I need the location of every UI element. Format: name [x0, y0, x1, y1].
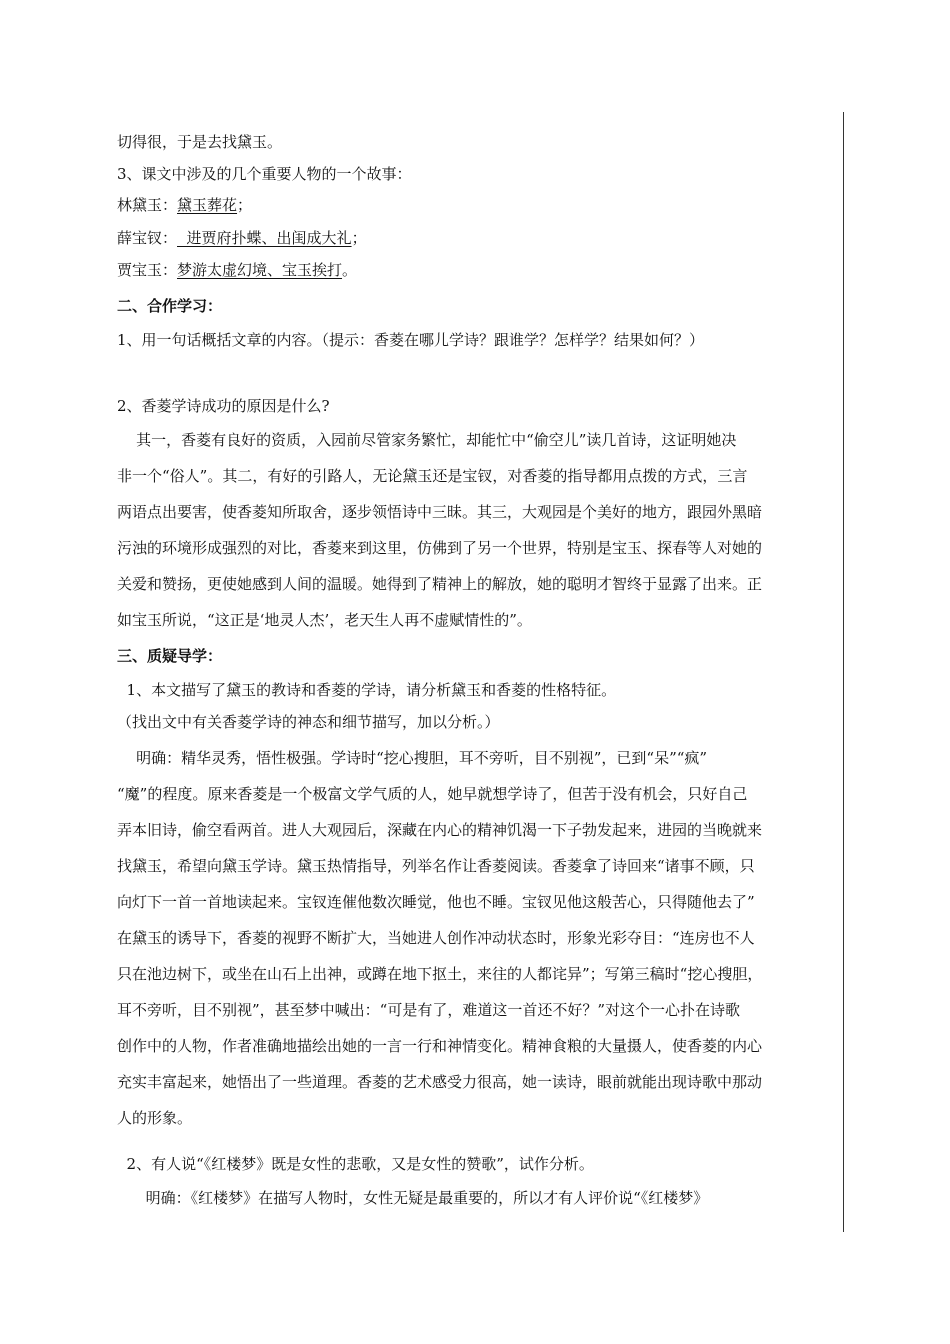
- text-line: 充实丰富起来，她悟出了一些道理。香菱的艺术感受力很高，她一读诗，眼前就能出现诗歌中那动: [117, 1073, 763, 1091]
- text-line: 1、用一句话概括文章的内容。（提示：香菱在哪儿学诗？跟谁学？怎样学？结果如何？）: [117, 331, 705, 349]
- section-heading: 三、质疑导学：: [117, 647, 223, 665]
- story-title: 梦游太虚幻境、宝玉挨打: [177, 261, 343, 279]
- text-line: 非一个“俗人”。其二，有好的引路人，无论黛玉还是宝钗，对香菱的指导都用点拨的方式，三言: [117, 467, 748, 485]
- character-label: 薛宝钗：: [117, 229, 178, 247]
- punct: ；: [237, 196, 253, 214]
- text-line: 切得很，于是去找黛玉。: [117, 133, 283, 151]
- text-line: 向灯下一首一首地读起来。宝钗连催他数次睡觉，他也不睡。宝钗见他这般苦心，只得随他去了”: [117, 893, 755, 911]
- character-story-xue: [117, 228, 837, 248]
- character-story-jia: [117, 260, 837, 280]
- text-line: 关爱和赞扬，更使她感到人间的温暖。她得到了精神上的解放，她的聪明才智终于显露了出来。正: [117, 575, 763, 593]
- story-title: 黛玉葬花: [177, 196, 238, 214]
- text-line: 弄本旧诗，偷空看两首。进人大观园后，深藏在内心的精神饥渴一下子勃发起来，进园的当晚就来: [117, 821, 763, 839]
- character-label: 贾宝玉：: [117, 261, 178, 279]
- text-line: 两语点出要害，使香菱知所取舍，逐步领悟诗中三昧。其三，大观园是个美好的地方，跟园外黑暗: [117, 503, 763, 521]
- section-heading: 二、合作学习：: [117, 297, 223, 315]
- text-line: 只在池边树下，或坐在山石上出神，或蹲在地下抠土，来往的人都诧异”；写第三稿时“挖心搜胆，: [117, 965, 763, 983]
- text-line: 1、本文描写了黛玉的教诗和香菱的学诗，请分析黛玉和香菱的性格特征。: [117, 681, 617, 699]
- character-story-lin: [117, 195, 837, 215]
- punct: 。: [342, 261, 358, 279]
- text-line: 明确：精华灵秀，悟性极强。学诗时“挖心搜胆，耳不旁听，目不别视”，已到“呆”“疯”: [117, 749, 708, 767]
- character-label: 林黛玉：: [117, 196, 178, 214]
- text-line: 耳不旁听，目不别视”，甚至梦中喊出：“可是有了，难道这一首还不好？”对这个一心扑在诗歌: [117, 1001, 741, 1019]
- story-title: 进贾府扑蝶、出闺成大礼: [177, 229, 352, 247]
- text-line: 明确：《红楼梦》在描写人物时，女性无疑是最重要的，所以才有人评价说“《红楼梦》: [117, 1189, 709, 1207]
- text-line: 在黛玉的诱导下，香菱的视野不断扩大，当她进人创作冲动状态时，形象光彩夺目：“连房也不人: [117, 929, 755, 947]
- text-line: 3、课文中涉及的几个重要人物的一个故事：: [117, 165, 412, 183]
- text-line: 污浊的环境形成强烈的对比，香菱来到这里，仿佛到了另一个世界，特别是宝玉、探春等人对她的: [117, 539, 763, 557]
- margin-rule: [843, 112, 844, 1232]
- punct: ；: [351, 229, 367, 247]
- text-line: 人的形象。: [117, 1109, 193, 1127]
- text-line: 2、香菱学诗成功的原因是什么?: [117, 397, 330, 415]
- text-line: 2、有人说“《红楼梦》既是女性的悲歌，又是女性的赞歌”，试作分析。: [117, 1155, 594, 1173]
- text-line: 其一，香菱有良好的资质，入园前尽管家务繁忙，却能忙中“偷空儿”读几首诗，这证明她决: [117, 431, 737, 449]
- text-line: 创作中的人物，作者准确地描绘出她的一言一行和神情变化。精神食粮的大量摄人，使香菱的内心: [117, 1037, 763, 1055]
- text-line: “魔”的程度。原来香菱是一个极富文学气质的人，她早就想学诗了，但苦于没有机会，只好自己: [117, 785, 748, 803]
- text-line: 如宝玉所说，“这正是‘地灵人杰’，老天生人再不虚赋情性的”。: [117, 611, 532, 629]
- text-line: （找出文中有关香菱学诗的神态和细节描写，加以分析。）: [117, 713, 500, 731]
- text-line: 找黛玉，希望向黛玉学诗。黛玉热情指导，列举名作让香菱阅读。香菱拿了诗回来“诸事不顾，只: [117, 857, 755, 875]
